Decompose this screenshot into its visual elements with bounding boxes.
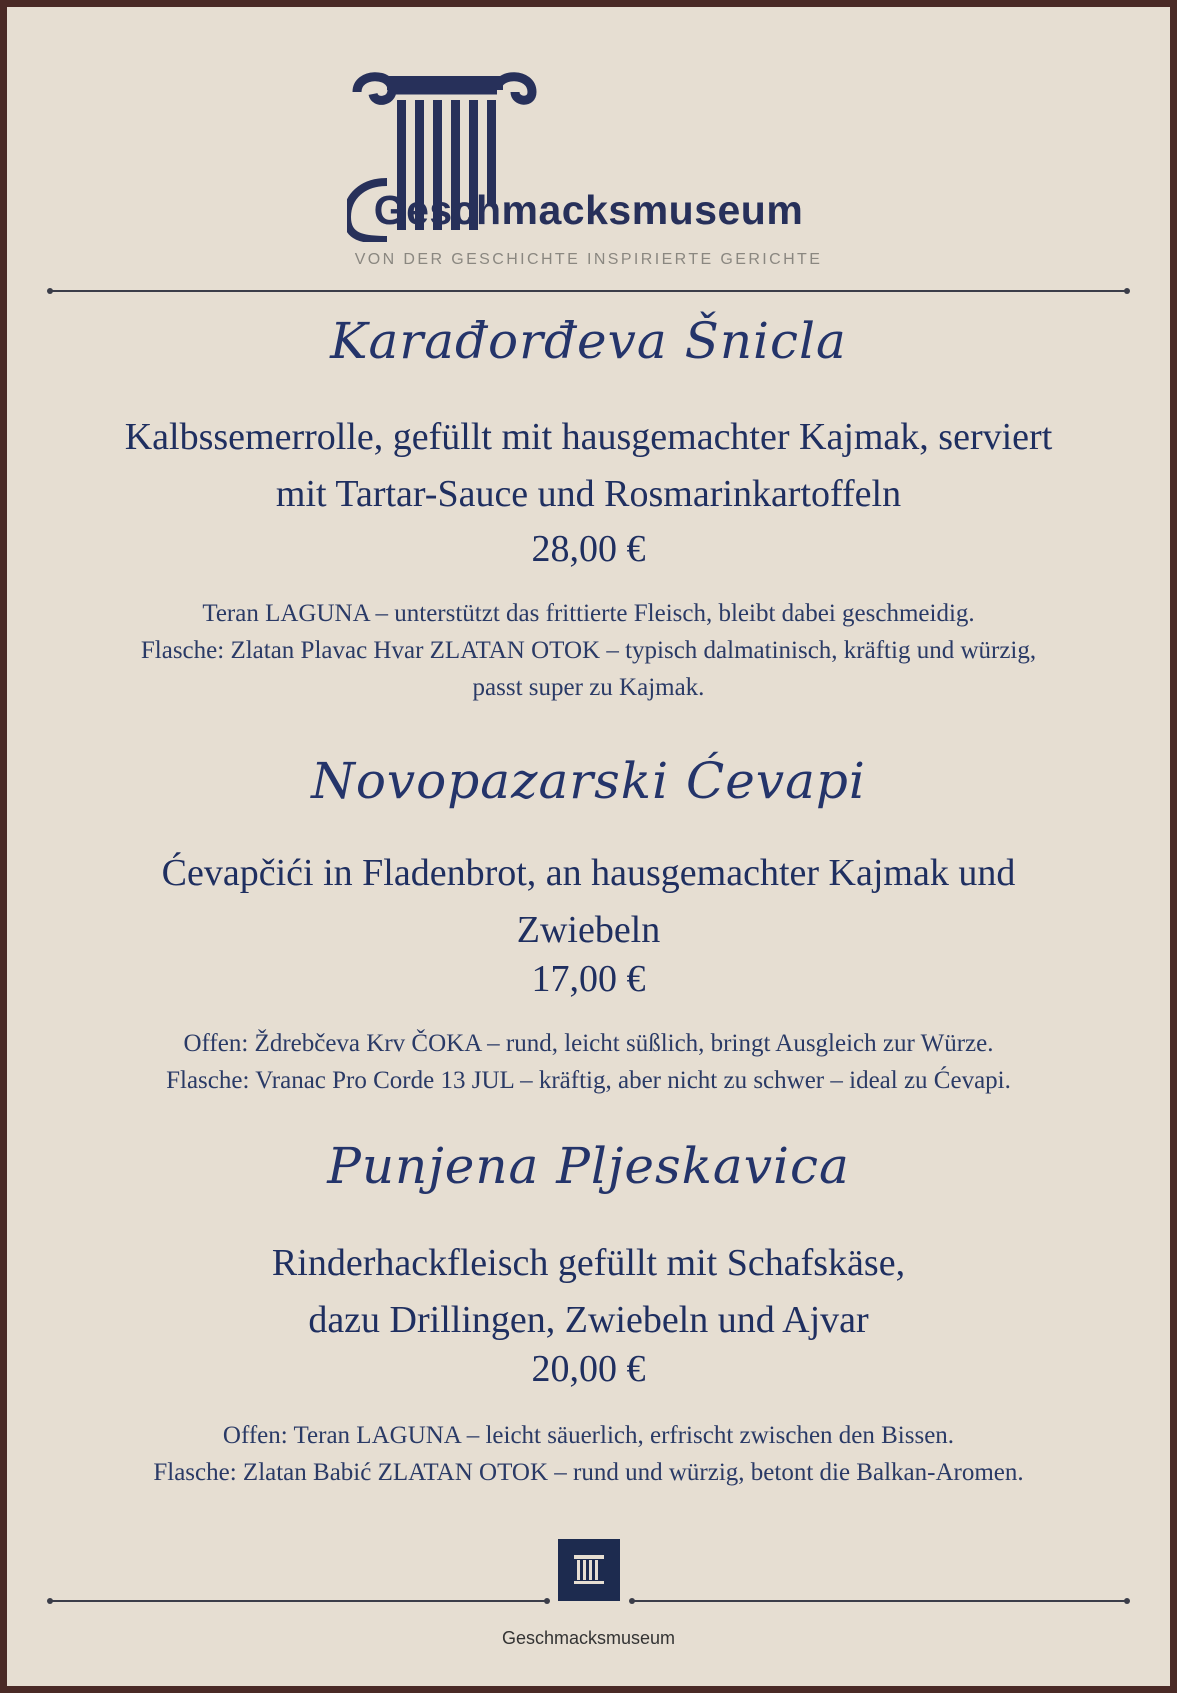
wine-pairing: Teran LAGUNA – unterstützt das frittierte Fleisch, bleibt dabei geschmeidig. xyxy=(202,600,975,627)
wine-pairing: Flasche: Zlatan Babić ZLATAN OTOK – rund und würzig, betont die Balkan-Aromen. xyxy=(153,1459,1024,1486)
dish-price: 17,00 € xyxy=(531,958,646,1000)
dish-description: dazu Drillingen, Zwiebeln und Ajvar xyxy=(308,1299,869,1341)
wine-pairing: Offen: Teran LAGUNA – leicht säuerlich, erfrischt zwischen den Bissen. xyxy=(222,1422,955,1449)
wine-pairing: Offen: Ždrebčeva Krv ČOKA – rund, leicht süßlich, bringt Ausgleich zur Würze. xyxy=(183,1030,994,1057)
dish-title: Novopazarski Ćevapi xyxy=(311,752,866,810)
column-icon xyxy=(558,1539,620,1601)
dish-description: Kalbssemerrolle, gefüllt mit hausgemachter Kajmak, serviert xyxy=(124,416,1053,458)
dish-description: mit Tartar-Sauce und Rosmarinkartoffeln xyxy=(275,473,902,515)
dish-price: 20,00 € xyxy=(531,1348,646,1390)
dish-description: Zwiebeln xyxy=(516,909,661,951)
brand-tagline: VON DER GESCHICHTE INSPIRIERTE GERICHTE xyxy=(354,251,823,268)
wine-pairing: passt super zu Kajmak. xyxy=(472,674,705,701)
header-divider xyxy=(50,290,1127,292)
footer-brand: Geschmacksmuseum xyxy=(501,1628,676,1648)
dish-title: Punjena Pljeskavica xyxy=(327,1137,850,1195)
wine-pairing: Flasche: Zlatan Plavac Hvar ZLATAN OTOK – typisch dalmatinisch, kräftig und würzig, xyxy=(140,637,1037,664)
footer-divider-right xyxy=(632,1600,1127,1602)
dish-description: Ćevapčići in Fladenbrot, an hausgemachter Kajmak und xyxy=(161,852,1016,894)
footer-divider-left xyxy=(50,1600,547,1602)
dish-description: Rinderhackfleisch gefüllt mit Schafskäse, xyxy=(271,1242,906,1284)
brand-name: Geschmacksmuseum xyxy=(373,187,804,233)
footer-logo xyxy=(558,1539,620,1601)
dish-title: Karađorđeva Šnicla xyxy=(330,312,847,370)
menu-page xyxy=(7,7,1170,1686)
wine-pairing: Flasche: Vranac Pro Corde 13 JUL – kräftig, aber nicht zu schwer – ideal zu Ćevapi. xyxy=(166,1067,1011,1094)
dish-price: 28,00 € xyxy=(531,528,646,570)
